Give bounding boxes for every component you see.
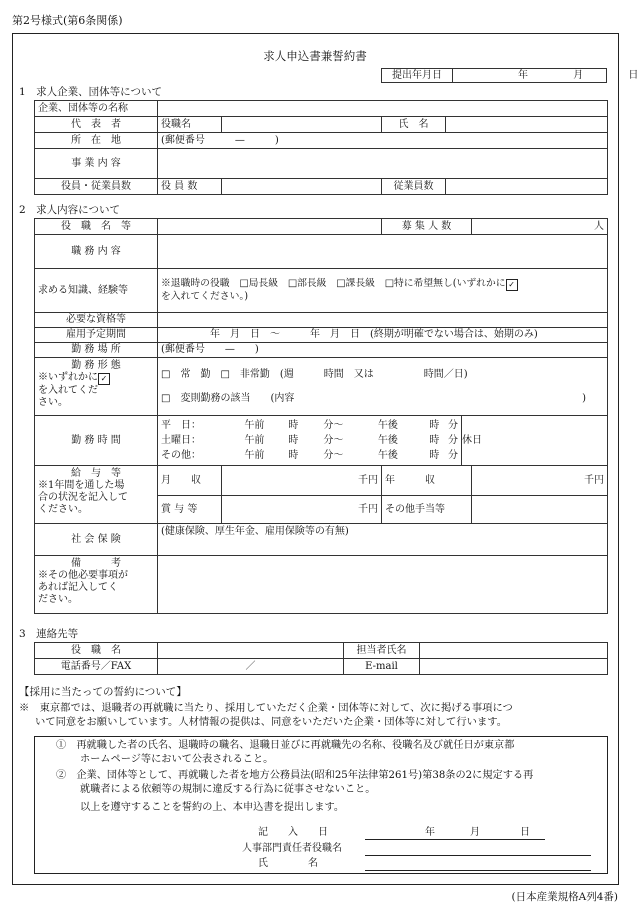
pledge-heading: 【採用に当たっての誓約について】 bbox=[19, 686, 187, 698]
signer-name-line[interactable] bbox=[365, 870, 591, 871]
salary-note: ※1年間を通した場 bbox=[38, 480, 125, 491]
knowledge-options: ※退職時の役職 □局長級 □部長級 □課長級 □特に希望無し(いずれかに bbox=[161, 278, 506, 290]
section3-heading: 3 連絡先等 bbox=[19, 628, 79, 640]
work-hours-h2: 時 bbox=[429, 450, 440, 461]
work-hours-row bbox=[161, 448, 458, 463]
rep-title-field[interactable] bbox=[222, 117, 382, 133]
work-hours-h1: 時 bbox=[288, 450, 299, 461]
work-hours-h1: 時 bbox=[288, 420, 299, 431]
remarks-note: ※その他必要事項が bbox=[38, 570, 128, 581]
check-mark-icon: ✓ bbox=[506, 279, 518, 291]
annual-income-field[interactable] bbox=[472, 466, 608, 496]
hr-title-label: 人事部門責任者役職名 bbox=[242, 843, 342, 854]
pledge-closing: 以上を遵守することを誓約の上、本申込書を提出します。 bbox=[80, 802, 345, 813]
work-hours-m1: 分～ bbox=[323, 435, 344, 446]
remarks-note: あれば記入してく bbox=[38, 582, 118, 593]
hr-title-line[interactable] bbox=[365, 855, 591, 856]
work-hours-m1: 分～ bbox=[323, 450, 344, 461]
salary-note: 合の状況を記入して bbox=[38, 492, 128, 503]
position-field[interactable] bbox=[158, 219, 382, 235]
other-allowance-field[interactable] bbox=[472, 496, 608, 524]
workplace-postal: (郵便番号 — ) bbox=[161, 344, 259, 355]
phone-fax-label: 電話番号／FAX bbox=[35, 659, 158, 675]
email-field[interactable] bbox=[420, 659, 608, 675]
form-title: 求人申込書兼誓約書 bbox=[263, 49, 367, 63]
paper-size-footer: (日本産業規格A列4番) bbox=[511, 891, 618, 903]
remarks-field[interactable] bbox=[158, 556, 608, 614]
address-field[interactable] bbox=[158, 133, 608, 149]
work-type-label bbox=[35, 358, 158, 416]
signer-name-label: 氏 名 bbox=[258, 858, 318, 869]
work-hours-m2: 分 bbox=[448, 420, 459, 431]
monthly-income-label: 月 収 bbox=[158, 466, 222, 496]
work-hours-rows bbox=[161, 418, 458, 463]
day-label: 日 bbox=[628, 69, 638, 81]
work-hours-h2: 時 bbox=[429, 420, 440, 431]
qualifications-field[interactable] bbox=[158, 313, 608, 328]
salary-label bbox=[35, 466, 158, 524]
contact-name-label: 担当者氏名 bbox=[344, 643, 420, 659]
address-label: 所 在 地 bbox=[35, 133, 158, 149]
work-type-note: ※いずれかに bbox=[38, 372, 98, 383]
pledge-item2-line2: 就職者による依頼等の規制に違反する行為に従事させないこと。 bbox=[80, 784, 376, 795]
insurance-label: 社 会 保 険 bbox=[35, 524, 158, 556]
thousand-yen-unit: 千円 bbox=[584, 474, 605, 486]
entry-date-day: 日 bbox=[520, 827, 530, 838]
entry-date-month: 月 bbox=[470, 827, 480, 838]
work-hours-day: その他： bbox=[161, 450, 201, 461]
company-name-label: 企業、団体等の名称 bbox=[35, 101, 158, 117]
rep-name-field[interactable] bbox=[446, 117, 608, 133]
duties-field[interactable] bbox=[158, 235, 608, 269]
entry-date-label: 記 入 日 bbox=[258, 827, 328, 838]
annual-income-label: 年 収 bbox=[382, 466, 472, 496]
thousand-yen-unit: 千円 bbox=[358, 474, 379, 486]
contact-name-field[interactable] bbox=[420, 643, 608, 659]
work-hours-am: 午前 bbox=[244, 435, 265, 446]
person-unit: 人 bbox=[594, 220, 605, 232]
workplace-label: 勤 務 場 所 bbox=[35, 343, 158, 358]
contact-table bbox=[34, 642, 608, 675]
work-type-note: さい。 bbox=[38, 397, 68, 408]
work-hours-pm: 午後 bbox=[377, 435, 398, 446]
phone-fax-field[interactable] bbox=[158, 659, 344, 675]
employees-field[interactable] bbox=[446, 179, 608, 195]
knowledge-label: 求める知識、経験等 bbox=[35, 269, 158, 313]
pledge-intro-line2: いて同意をお願いしています。人材情報の提供は、同意をいただいた企業・団体等に対して行います。 bbox=[35, 716, 508, 728]
salary-note: ください。 bbox=[38, 504, 88, 515]
work-hours-pm: 午後 bbox=[377, 450, 398, 461]
staff-count-label: 役員・従業員数 bbox=[35, 179, 158, 195]
holiday-label: 休日 bbox=[462, 434, 483, 446]
recruit-count-field[interactable] bbox=[472, 219, 608, 235]
duties-label: 職 務 内 容 bbox=[35, 235, 158, 269]
pledge-item1-line2: ホームページ等において公表されること。 bbox=[80, 754, 274, 765]
bonus-field[interactable] bbox=[222, 496, 382, 524]
workplace-field[interactable] bbox=[158, 343, 608, 358]
employees-label: 従業員数 bbox=[382, 179, 446, 195]
pledge-item2-line1: ② 企業、団体等として、再就職した者を地方公務員法(昭和25年法律第261号)第38条の2に規定する再 bbox=[56, 770, 534, 781]
work-hours-label: 勤 務 時 間 bbox=[35, 416, 158, 466]
paren-close: ) bbox=[582, 392, 587, 404]
company-name-field[interactable] bbox=[158, 101, 608, 117]
slash-separator: ／ bbox=[245, 660, 256, 672]
work-hours-am: 午前 bbox=[244, 450, 265, 461]
work-hours-day: 平 日： bbox=[161, 420, 201, 431]
email-label: E-mail bbox=[344, 659, 420, 675]
work-hours-pm: 午後 bbox=[377, 420, 398, 431]
pledge-item1-line1: ① 再就職した者の氏名、退職時の職名、退職日並びに再就職先の名称、役職名及び就任日が東京都 bbox=[56, 740, 515, 751]
qualifications-label: 必要な資格等 bbox=[35, 313, 158, 328]
bonus-label: 賞 与 等 bbox=[158, 496, 222, 524]
knowledge-field[interactable] bbox=[158, 269, 608, 313]
business-field[interactable] bbox=[158, 149, 608, 179]
work-hours-field[interactable] bbox=[158, 416, 462, 466]
company-table bbox=[34, 100, 608, 195]
period-text: 年 月 日 ～ 年 月 日 (終期が明確でない場合は、始期のみ) bbox=[210, 329, 538, 340]
representative-label: 代 表 者 bbox=[35, 117, 158, 133]
contact-position-label: 役 職 名 bbox=[35, 643, 158, 659]
submit-date-table bbox=[381, 68, 638, 83]
submit-date-label: 提出年月日 bbox=[382, 69, 453, 83]
work-type-note: を入れてくだ bbox=[38, 385, 98, 396]
insurance-text: (健康保険、厚生年金、雇用保険等の有無) bbox=[161, 526, 349, 537]
officers-label: 役 員 数 bbox=[158, 179, 222, 195]
work-hours-row bbox=[161, 418, 458, 433]
work-type-field[interactable] bbox=[158, 358, 608, 416]
employment-period-field[interactable] bbox=[158, 328, 608, 343]
remarks-label bbox=[35, 556, 158, 614]
work-hours-m1: 分～ bbox=[323, 420, 344, 431]
remarks-note: ださい。 bbox=[38, 594, 78, 605]
work-type-title: 勤 務 形 態 bbox=[71, 360, 121, 371]
business-label: 事 業 内 容 bbox=[35, 149, 158, 179]
knowledge-instruction: を入れてください。) bbox=[161, 291, 249, 303]
work-hours-h1: 時 bbox=[288, 435, 299, 446]
work-type-option-fulltime: □ 常 勤 □ 非常勤 (週 時間 又は 時間／日) bbox=[161, 368, 468, 380]
monthly-income-field[interactable] bbox=[222, 466, 382, 496]
check-mark-icon: ✓ bbox=[98, 373, 110, 385]
contact-position-field[interactable] bbox=[158, 643, 344, 659]
work-hours-row bbox=[161, 433, 458, 448]
salary-title: 給 与 等 bbox=[71, 468, 121, 479]
year-label: 年 bbox=[518, 69, 528, 81]
work-hours-am: 午前 bbox=[244, 420, 265, 431]
form-number-label: 第2号様式(第6条関係) bbox=[12, 14, 123, 27]
section1-heading: 1 求人企業、団体等について bbox=[19, 86, 162, 98]
entry-date-line[interactable] bbox=[365, 839, 545, 840]
remarks-title: 備 考 bbox=[71, 558, 121, 569]
recruit-count-label: 募 集 人 数 bbox=[382, 219, 472, 235]
insurance-field[interactable] bbox=[158, 524, 608, 556]
pledge-intro-line1: ※ 東京都では、退職者の再就職に当たり、採用していただく企業・団体等に対して、次に掲げる事項につ bbox=[19, 702, 513, 714]
job-table bbox=[34, 218, 608, 614]
rep-name-label: 氏 名 bbox=[382, 117, 446, 133]
section2-heading: 2 求人内容について bbox=[19, 204, 120, 216]
work-hours-day: 土曜日： bbox=[161, 435, 201, 446]
other-allowance-label: その他手当等 bbox=[382, 496, 472, 524]
work-type-option-irregular: □ 変則勤務の該当 (内容 bbox=[161, 392, 295, 404]
position-label: 役 職 名 等 bbox=[35, 219, 158, 235]
entry-date-year: 年 bbox=[425, 827, 435, 838]
rep-title-label: 役職名 bbox=[158, 117, 222, 133]
work-hours-m2: 分 bbox=[448, 435, 459, 446]
thousand-yen-unit: 千円 bbox=[358, 503, 379, 515]
submit-date-field[interactable] bbox=[453, 69, 638, 83]
month-label: 月 bbox=[573, 69, 584, 81]
officers-field[interactable] bbox=[222, 179, 382, 195]
employment-period-label: 雇用予定期間 bbox=[35, 328, 158, 343]
postal-code-label: (郵便番号 — ) bbox=[161, 134, 279, 146]
holiday-cell[interactable] bbox=[462, 416, 608, 466]
work-hours-m2: 分 bbox=[448, 450, 459, 461]
work-hours-h2: 時 bbox=[429, 435, 440, 446]
